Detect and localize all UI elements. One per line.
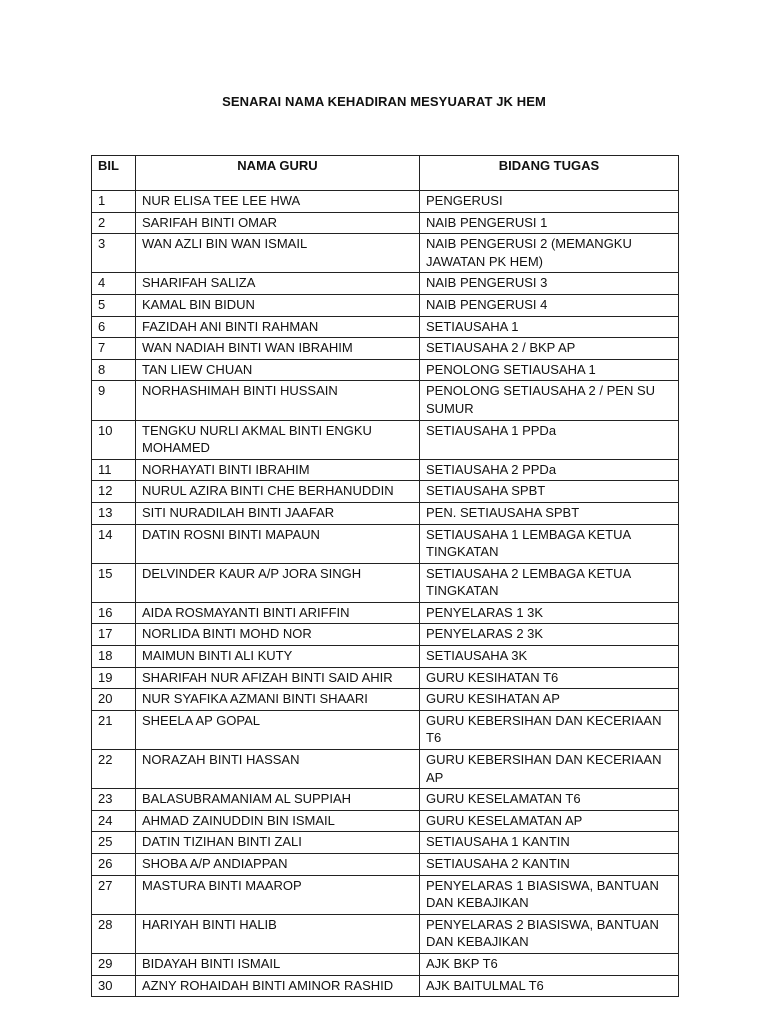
cell-nama-guru: NURUL AZIRA BINTI CHE BERHANUDDIN: [136, 481, 420, 503]
cell-bil: 30: [92, 975, 136, 997]
table-row: [92, 420, 679, 459]
table-row: [92, 750, 679, 789]
header-nama-guru: NAMA GURU: [136, 156, 420, 191]
cell-nama-guru: SARIFAH BINTI OMAR: [136, 212, 420, 234]
cell-bil: 23: [92, 789, 136, 811]
cell-nama-guru: MASTURA BINTI MAAROP: [136, 875, 420, 914]
cell-bidang-tugas: SETIAUSAHA SPBT: [420, 481, 679, 503]
cell-bil: 17: [92, 624, 136, 646]
header-bidang-tugas: BIDANG TUGAS: [420, 156, 679, 191]
table-row: [92, 481, 679, 503]
cell-nama-guru: NORHASHIMAH BINTI HUSSAIN: [136, 381, 420, 420]
cell-nama-guru: NORHAYATI BINTI IBRAHIM: [136, 459, 420, 481]
cell-bidang-tugas: NAIB PENGERUSI 3: [420, 273, 679, 295]
cell-bidang-tugas: NAIB PENGERUSI 4: [420, 294, 679, 316]
cell-bil: 25: [92, 832, 136, 854]
cell-bil: 6: [92, 316, 136, 338]
document-title: SENARAI NAMA KEHADIRAN MESYUARAT JK HEM: [222, 94, 546, 109]
cell-bil: 28: [92, 914, 136, 953]
cell-bil: 5: [92, 294, 136, 316]
table-row: [92, 854, 679, 876]
cell-bidang-tugas: SETIAUSAHA 1 KANTIN: [420, 832, 679, 854]
table-row: [92, 459, 679, 481]
cell-bidang-tugas: SETIAUSAHA 3K: [420, 646, 679, 668]
cell-nama-guru: NUR SYAFIKA AZMANI BINTI SHAARI: [136, 689, 420, 711]
cell-bidang-tugas: PENOLONG SETIAUSAHA 1: [420, 359, 679, 381]
table-row: [92, 524, 679, 563]
cell-nama-guru: BIDAYAH BINTI ISMAIL: [136, 953, 420, 975]
cell-bidang-tugas: GURU KEBERSIHAN DAN KECERIAAN AP: [420, 750, 679, 789]
cell-bil: 2: [92, 212, 136, 234]
table-row: [92, 789, 679, 811]
cell-nama-guru: SHARIFAH NUR AFIZAH BINTI SAID AHIR: [136, 667, 420, 689]
cell-nama-guru: AHMAD ZAINUDDIN BIN ISMAIL: [136, 810, 420, 832]
cell-nama-guru: TAN LIEW CHUAN: [136, 359, 420, 381]
table-row: [92, 914, 679, 953]
table-header-row: [92, 156, 679, 191]
cell-nama-guru: NORAZAH BINTI HASSAN: [136, 750, 420, 789]
cell-bidang-tugas: PENOLONG SETIAUSAHA 2 / PEN SU SUMUR: [420, 381, 679, 420]
cell-nama-guru: FAZIDAH ANI BINTI RAHMAN: [136, 316, 420, 338]
cell-bil: 8: [92, 359, 136, 381]
cell-bidang-tugas: AJK BAITULMAL T6: [420, 975, 679, 997]
table-row: [92, 953, 679, 975]
cell-bil: 21: [92, 710, 136, 749]
table-row: [92, 602, 679, 624]
header-bil: BIL: [92, 156, 136, 191]
cell-bidang-tugas: AJK BKP T6: [420, 953, 679, 975]
table-row: [92, 975, 679, 997]
table-row: [92, 832, 679, 854]
cell-bil: 26: [92, 854, 136, 876]
table-row: [92, 502, 679, 524]
cell-bil: 4: [92, 273, 136, 295]
cell-nama-guru: NUR ELISA TEE LEE HWA: [136, 191, 420, 213]
cell-bil: 7: [92, 338, 136, 360]
cell-nama-guru: SHEELA AP GOPAL: [136, 710, 420, 749]
cell-bil: 13: [92, 502, 136, 524]
cell-bidang-tugas: GURU KESIHATAN T6: [420, 667, 679, 689]
cell-bil: 1: [92, 191, 136, 213]
cell-bidang-tugas: SETIAUSAHA 2 / BKP AP: [420, 338, 679, 360]
cell-nama-guru: MAIMUN BINTI ALI KUTY: [136, 646, 420, 668]
cell-nama-guru: SITI NURADILAH BINTI JAAFAR: [136, 502, 420, 524]
table-row: [92, 875, 679, 914]
table-row: [92, 316, 679, 338]
cell-nama-guru: KAMAL BIN BIDUN: [136, 294, 420, 316]
table-row: [92, 667, 679, 689]
cell-nama-guru: BALASUBRAMANIAM AL SUPPIAH: [136, 789, 420, 811]
cell-nama-guru: DELVINDER KAUR A/P JORA SINGH: [136, 563, 420, 602]
table-row: [92, 689, 679, 711]
cell-bidang-tugas: PENYELARAS 1 3K: [420, 602, 679, 624]
cell-bidang-tugas: SETIAUSAHA 1 PPDa: [420, 420, 679, 459]
cell-bil: 10: [92, 420, 136, 459]
cell-bidang-tugas: NAIB PENGERUSI 2 (MEMANGKU JAWATAN PK HEM): [420, 234, 679, 273]
cell-bil: 29: [92, 953, 136, 975]
cell-bil: 16: [92, 602, 136, 624]
attendance-table: [91, 155, 679, 997]
cell-nama-guru: HARIYAH BINTI HALIB: [136, 914, 420, 953]
cell-bil: 11: [92, 459, 136, 481]
cell-bidang-tugas: SETIAUSAHA 2 LEMBAGA KETUA TINGKATAN: [420, 563, 679, 602]
cell-nama-guru: TENGKU NURLI AKMAL BINTI ENGKU MOHAMED: [136, 420, 420, 459]
cell-bidang-tugas: GURU KEBERSIHAN DAN KECERIAAN T6: [420, 710, 679, 749]
cell-bidang-tugas: NAIB PENGERUSI 1: [420, 212, 679, 234]
cell-bidang-tugas: SETIAUSAHA 1 LEMBAGA KETUA TINGKATAN: [420, 524, 679, 563]
table-row: [92, 381, 679, 420]
cell-bidang-tugas: SETIAUSAHA 2 PPDa: [420, 459, 679, 481]
cell-bidang-tugas: GURU KESELAMATAN T6: [420, 789, 679, 811]
cell-nama-guru: SHARIFAH SALIZA: [136, 273, 420, 295]
table-row: [92, 646, 679, 668]
table-row: [92, 294, 679, 316]
cell-bil: 27: [92, 875, 136, 914]
cell-nama-guru: NORLIDA BINTI MOHD NOR: [136, 624, 420, 646]
table-row: [92, 212, 679, 234]
table-row: [92, 359, 679, 381]
table-row: [92, 624, 679, 646]
cell-bidang-tugas: SETIAUSAHA 1: [420, 316, 679, 338]
table-row: [92, 810, 679, 832]
cell-bidang-tugas: GURU KESELAMATAN AP: [420, 810, 679, 832]
cell-nama-guru: DATIN TIZIHAN BINTI ZALI: [136, 832, 420, 854]
cell-bidang-tugas: PENGERUSI: [420, 191, 679, 213]
table-row: [92, 563, 679, 602]
cell-bidang-tugas: PEN. SETIAUSAHA SPBT: [420, 502, 679, 524]
cell-nama-guru: SHOBA A/P ANDIAPPAN: [136, 854, 420, 876]
cell-nama-guru: DATIN ROSNI BINTI MAPAUN: [136, 524, 420, 563]
cell-nama-guru: AZNY ROHAIDAH BINTI AMINOR RASHID: [136, 975, 420, 997]
table-row: [92, 191, 679, 213]
cell-nama-guru: AIDA ROSMAYANTI BINTI ARIFFIN: [136, 602, 420, 624]
cell-bil: 20: [92, 689, 136, 711]
cell-bil: 12: [92, 481, 136, 503]
cell-bil: 3: [92, 234, 136, 273]
cell-bil: 9: [92, 381, 136, 420]
cell-bidang-tugas: SETIAUSAHA 2 KANTIN: [420, 854, 679, 876]
cell-bil: 18: [92, 646, 136, 668]
cell-bil: 22: [92, 750, 136, 789]
table-row: [92, 234, 679, 273]
cell-bidang-tugas: PENYELARAS 2 BIASISWA, BANTUAN DAN KEBAJIKAN: [420, 914, 679, 953]
table-row: [92, 338, 679, 360]
cell-nama-guru: WAN AZLI BIN WAN ISMAIL: [136, 234, 420, 273]
cell-bil: 19: [92, 667, 136, 689]
table-row: [92, 273, 679, 295]
cell-bil: 15: [92, 563, 136, 602]
cell-bidang-tugas: GURU KESIHATAN AP: [420, 689, 679, 711]
table-row: [92, 710, 679, 749]
cell-bil: 24: [92, 810, 136, 832]
cell-nama-guru: WAN NADIAH BINTI WAN IBRAHIM: [136, 338, 420, 360]
cell-bil: 14: [92, 524, 136, 563]
cell-bidang-tugas: PENYELARAS 2 3K: [420, 624, 679, 646]
cell-bidang-tugas: PENYELARAS 1 BIASISWA, BANTUAN DAN KEBAJIKAN: [420, 875, 679, 914]
